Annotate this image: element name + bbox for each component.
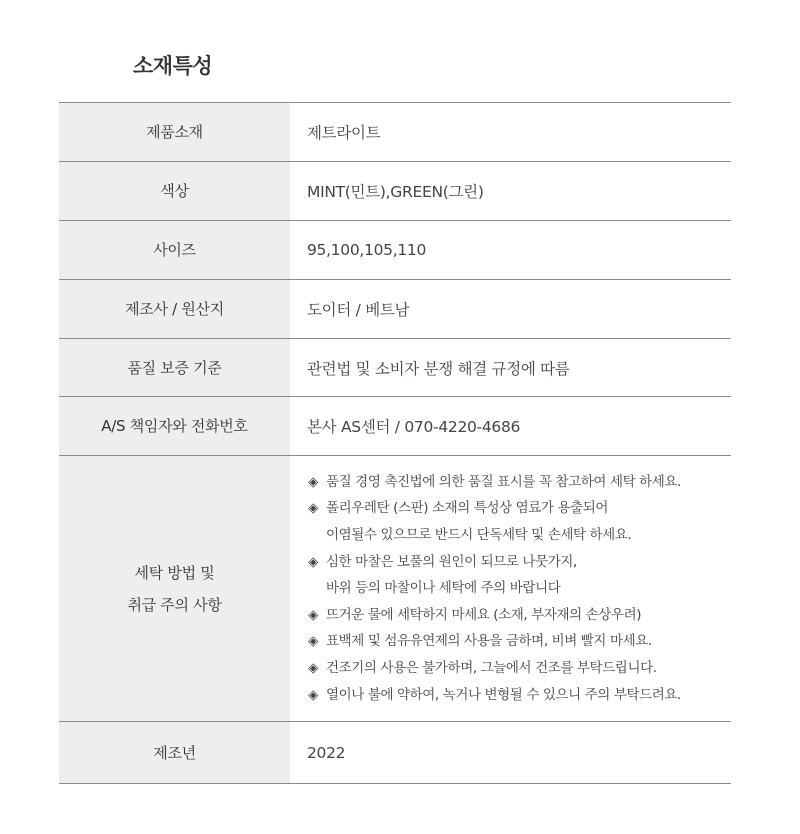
row-label: 품질 보증 기준 (59, 339, 290, 396)
row-value: 95,100,105,110 (307, 241, 427, 259)
table-row-manufacturer (59, 280, 731, 339)
diamond-bullet-icon: ◈ (308, 500, 318, 517)
row-label (59, 456, 290, 721)
list-item: ◈ 뜨거운 물에 세탁하지 마세요 (소재, 부자재의 손상우려) (308, 602, 681, 629)
table-row-size (59, 221, 731, 280)
table-row-material (59, 103, 731, 162)
row-value: 제트라이트 (307, 124, 381, 142)
list-item: ◈ 폴리우레탄 (스판) 소재의 특성상 염료가 용출되어 (308, 495, 681, 522)
row-value: 본사 AS센터 / 070-4220-4686 (307, 418, 521, 436)
section-title: 소재특성 (133, 54, 213, 78)
table-row-manufacture-year (59, 722, 731, 784)
list-item: ◈ 심한 마찰은 보풀의 원인이 되므로 나뭇가지, (308, 549, 681, 576)
row-label: 제조사 / 원산지 (59, 280, 290, 338)
row-value: MINT(민트),GREEN(그린) (307, 183, 484, 201)
care-label-line: 세탁 방법 및 (134, 563, 215, 582)
diamond-bullet-icon: ◈ (308, 686, 318, 703)
list-item: ◈ 건조기의 사용은 불가하며, 그늘에서 건조를 부탁드립니다. (308, 655, 681, 682)
row-label: 색상 (59, 162, 290, 220)
table-row-color (59, 162, 731, 221)
row-label: A/S 책임자와 전화번호 (59, 397, 290, 455)
row-label: 제품소재 (59, 103, 290, 161)
diamond-bullet-icon: ◈ (308, 473, 318, 490)
list-item: 바위 등의 마찰이나 세탁에 주의 바랍니다 (326, 580, 561, 597)
list-item: ◈ 표백제 및 섬유유연제의 사용을 금하며, 비벼 빨지 마세요. (308, 628, 681, 655)
list-item: 이염될수 있으므로 반드시 단독세탁 및 손세탁 하세요. (326, 527, 632, 544)
care-instructions-list (308, 469, 681, 708)
table-row-quality-guarantee (59, 339, 731, 397)
row-label: 제조년 (59, 722, 290, 783)
row-label: 사이즈 (59, 221, 290, 279)
care-label-line: 취급 주의 사항 (127, 595, 222, 614)
table-row-care-instructions (59, 456, 731, 722)
row-value: 관련법 및 소비자 분쟁 해결 규정에 따름 (307, 359, 570, 378)
table-row-as-contact (59, 397, 731, 456)
list-item: ◈ 열이나 불에 약하여, 녹거나 변형될 수 있으니 주의 부탁드려요. (308, 682, 681, 709)
row-value: 도이터 / 베트남 (307, 301, 410, 319)
row-value (290, 456, 731, 721)
list-item: ◈ 품질 경영 촉진법에 의한 품질 표시를 꼭 참고하여 세탁 하세요. (308, 469, 681, 496)
row-value: 2022 (307, 743, 346, 762)
diamond-bullet-icon: ◈ (308, 606, 318, 623)
diamond-bullet-icon: ◈ (308, 659, 318, 676)
diamond-bullet-icon: ◈ (308, 553, 318, 570)
spec-table (59, 102, 731, 784)
diamond-bullet-icon: ◈ (308, 633, 318, 650)
